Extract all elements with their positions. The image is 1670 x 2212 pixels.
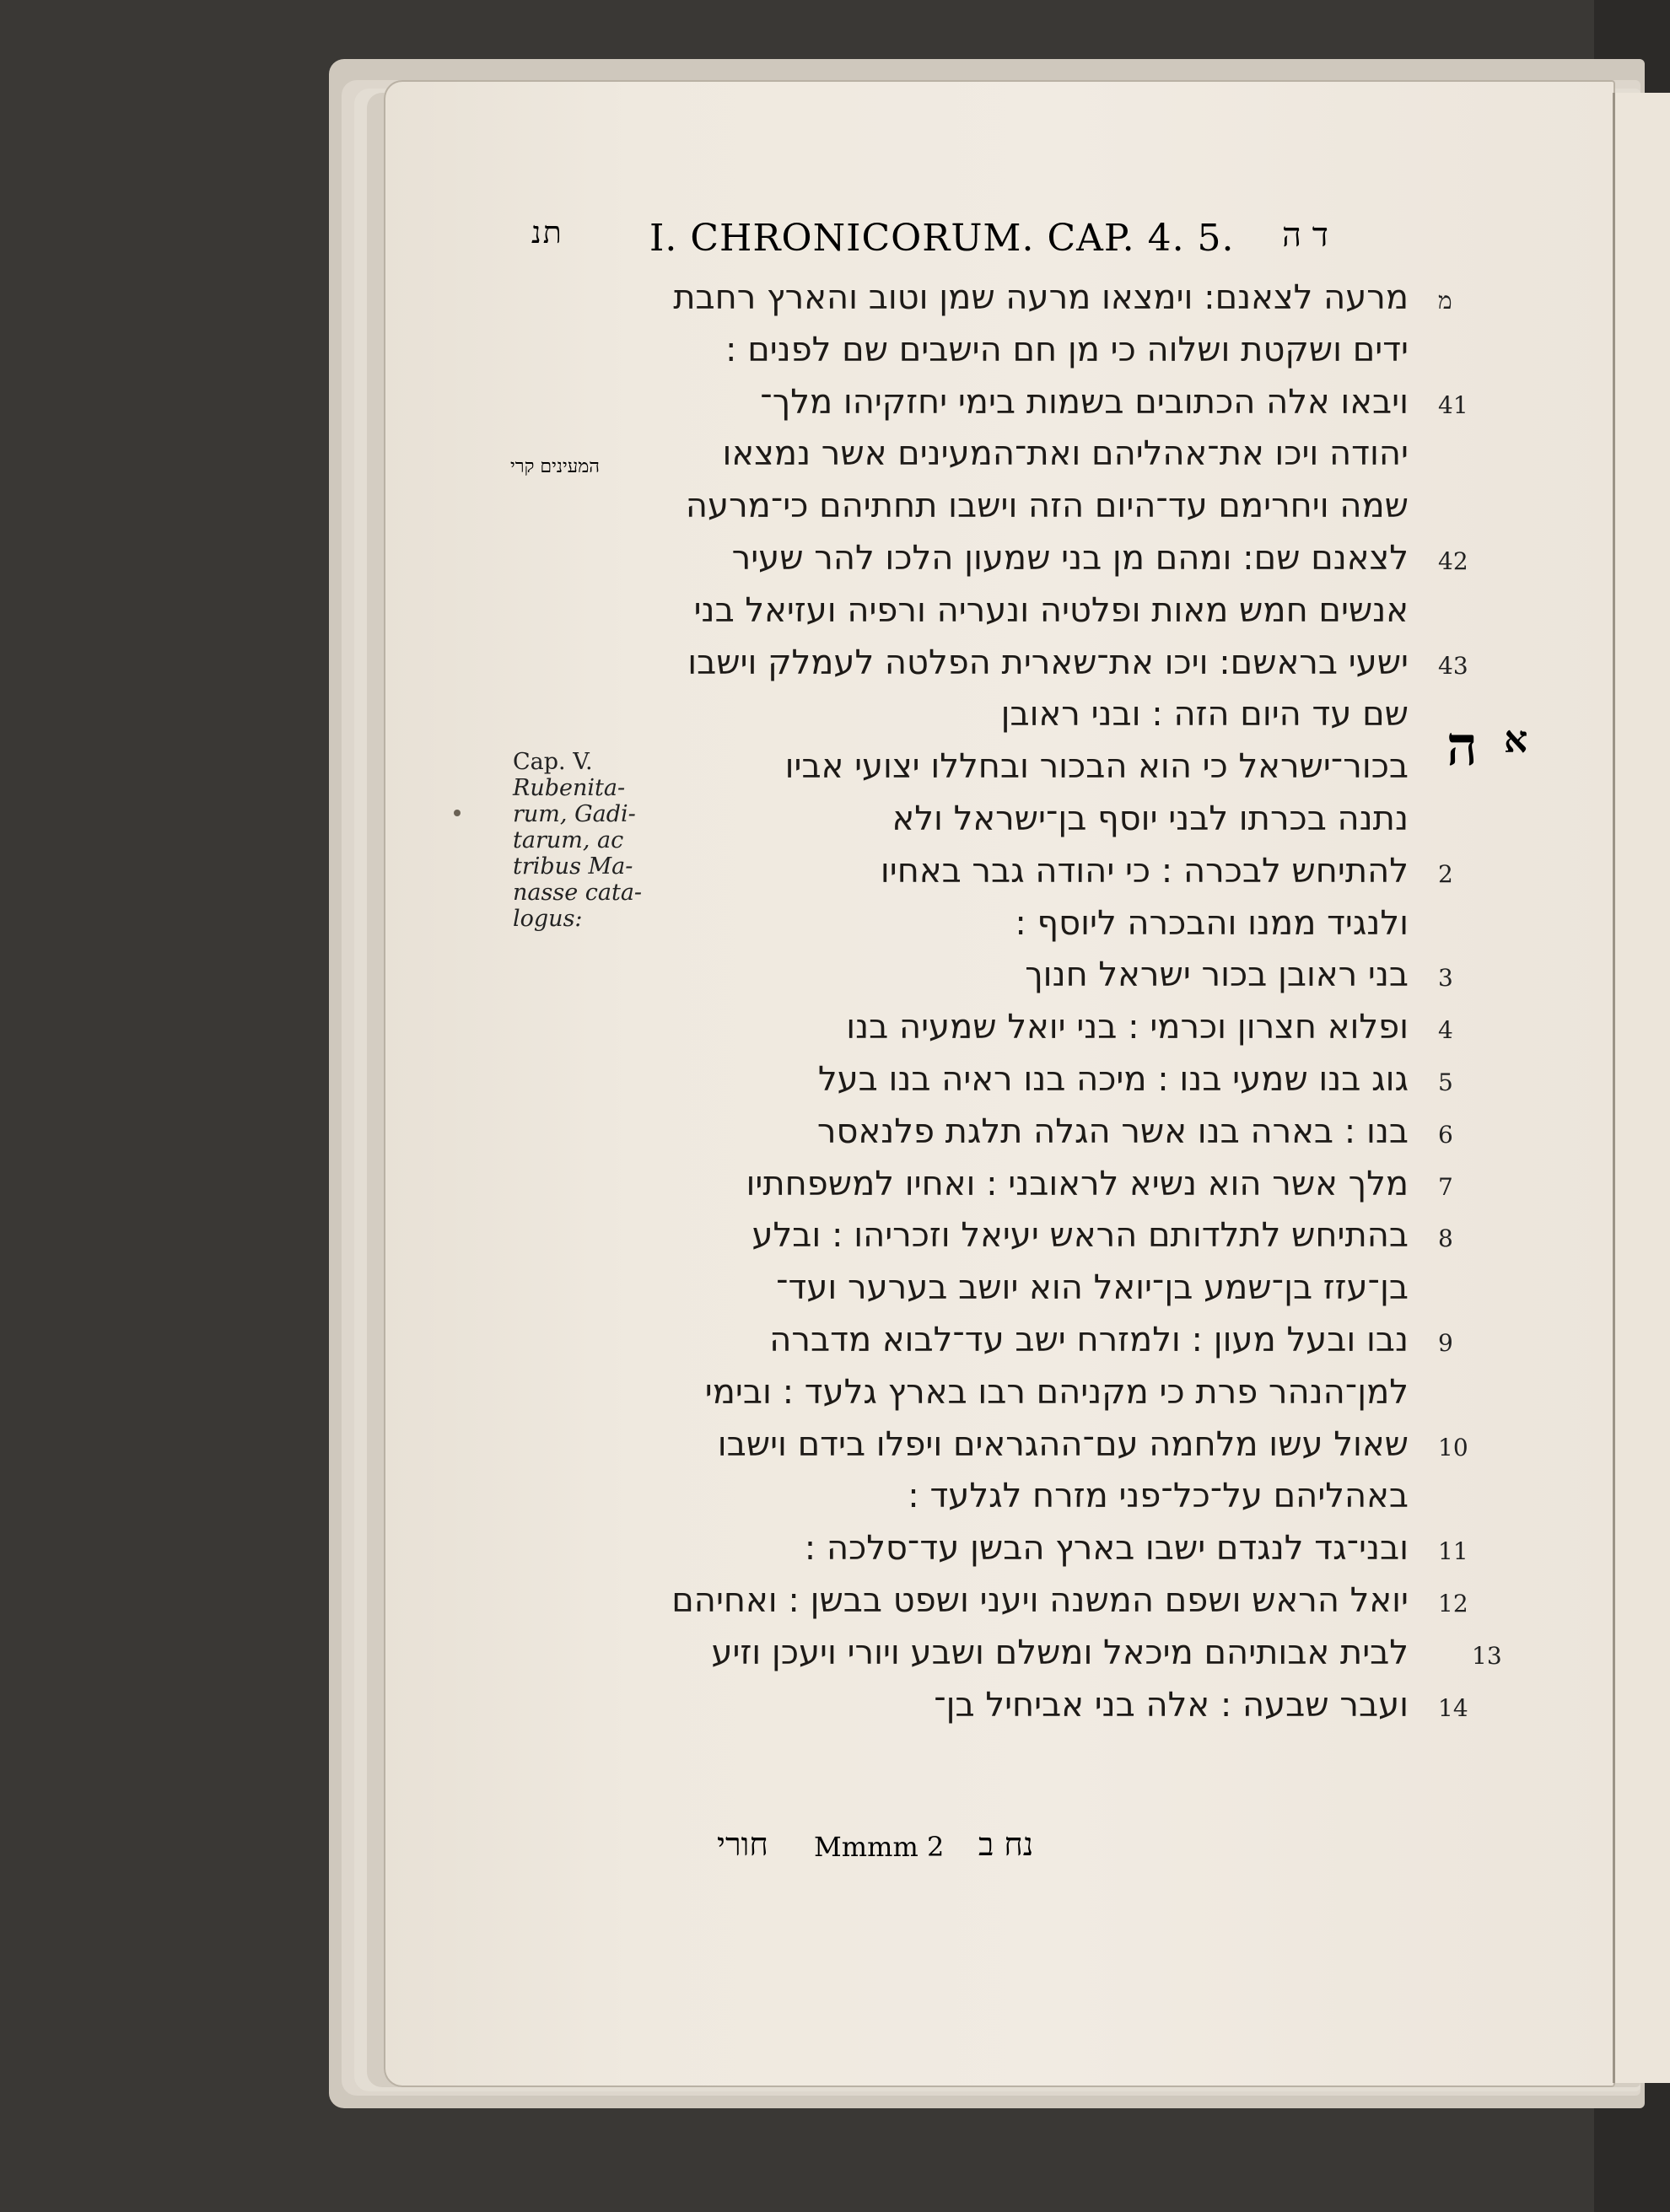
verse-number: 3 [1438, 964, 1453, 992]
verse-number: 4 [1438, 1016, 1453, 1044]
header-hebrew-chapters: ד ה [1282, 216, 1328, 255]
hebrew-line-text: יהודה ויכו את־אהליהם ואת־המעינים אשר נמצאו [722, 434, 1409, 473]
verse-number: 14 [1438, 1694, 1468, 1722]
hebrew-line-text: גוג בנו שמעי בנו : מיכה בנו ראיה בנו בעל [817, 1060, 1409, 1099]
hebrew-line-text: יואל הראש ושפם המשנה ויעני ושפט בבשן : ואחיהם [671, 1581, 1409, 1620]
text-line [0, 799, 1670, 852]
text-line [0, 1268, 1670, 1321]
text-line [0, 643, 1670, 696]
verse-number: 13 [1472, 1642, 1502, 1670]
hebrew-line-text: שמה ויחרימם עד־היום הזה וישבו תחתיהם כי־מרעה [685, 487, 1409, 525]
running-header [0, 215, 1670, 274]
text-line [0, 1477, 1670, 1529]
hebrew-line-text: בהתיחש לתלדותם הראש יעיאל וזכריהו : ובלע [752, 1216, 1409, 1255]
text-line [0, 1633, 1670, 1686]
margin-cap-label: Cap. V. [513, 749, 593, 775]
text-line [0, 1373, 1670, 1425]
text-line [0, 434, 1670, 487]
verse-number: 9 [1438, 1329, 1453, 1357]
text-line [0, 278, 1670, 331]
verse-number: 12 [1438, 1590, 1468, 1617]
hebrew-line-text: ועבר שבעה : אלה בני אביחיל בן־ [934, 1686, 1409, 1725]
hebrew-line-text: מלך אשר הוא נשיא לראובני : ואחיו למשפחתיו [746, 1165, 1409, 1203]
hebrew-line-text: באהליהם על־כל־פני מזרח לגלעד : [908, 1477, 1409, 1515]
hebrew-line-text: ובני־גד לנגדם ישבו בארץ הבשן עד־סלכה : [804, 1529, 1409, 1568]
verse-number: 8 [1438, 1224, 1453, 1252]
margin-line: tribus Ma- [513, 853, 633, 880]
hebrew-line-text: בני ראובן בכור ישראל חנוך [1025, 955, 1409, 994]
verse-number: 43 [1438, 652, 1468, 680]
hebrew-line-text: ישעי בראשם: ויכו את־שארית הפלטה לעמלק וישבו [687, 643, 1409, 682]
hebrew-line-text: נתנה בכרתו לבני יוסף בן־ישראל ולא [892, 799, 1409, 838]
hebrew-line-text: אנשים חמש מאות ופלטיה ונעריה ורפיה ועזיאל בני [693, 591, 1409, 630]
hebrew-line-text: ופלוא חצרון וכרמי : בני יואל שמעיה בנו [846, 1008, 1409, 1047]
text-line [0, 955, 1670, 1008]
hebrew-line-text: למן־הנהר פרת כי מקניהם רבו בארץ גלעד : ובימי [704, 1373, 1409, 1412]
text-line [0, 383, 1670, 435]
chapter-initial-letter: ה [1446, 715, 1478, 778]
hebrew-line-text: ידים ושקטת ושלוה כי מן חם הישבים שם לפנים : [725, 331, 1409, 369]
text-line [0, 747, 1670, 799]
verse-number: 7 [1438, 1173, 1453, 1201]
text-line [0, 1216, 1670, 1268]
catchword: חורי [717, 1826, 768, 1863]
hebrew-line-text: בן־עזז בן־שמע בן־יואל הוא יושב בערער ועד־ [776, 1268, 1409, 1307]
hebrew-line-text: שאול עשו מלחמה עם־ההגראים ויפלו בידם וישבו [717, 1425, 1409, 1464]
hebrew-line-text: בנו : בארה בנו אשר הגלה תלגת פלנאסר [816, 1112, 1409, 1151]
text-line [0, 1581, 1670, 1633]
text-line [0, 1165, 1670, 1217]
margin-line: Rubenita- [513, 775, 626, 801]
text-line [0, 1686, 1670, 1738]
text-line [0, 591, 1670, 643]
text-line [0, 1529, 1670, 1581]
hebrew-line-text: להתיחש לבכרה : כי יהודה גבר באחיו [880, 852, 1409, 891]
margin-line: tarum, ac [513, 827, 624, 853]
verse-number: 10 [1438, 1434, 1468, 1461]
chapter-ref: CAP. 4. 5. [1047, 217, 1235, 260]
header-hebrew-folio: תנ [531, 216, 563, 250]
qere-margin-note: המעינים קרי [510, 456, 600, 477]
verse-number: 42 [1438, 547, 1468, 575]
margin-line: rum, Gadi- [513, 801, 636, 827]
verse-number: 5 [1438, 1068, 1453, 1096]
text-line [0, 904, 1670, 956]
page-footer [0, 1826, 1670, 1876]
verse-number: 11 [1438, 1537, 1468, 1565]
verse-number: 41 [1438, 391, 1468, 419]
text-line [0, 1112, 1670, 1165]
header-title [649, 217, 1235, 260]
text-line [0, 487, 1670, 539]
margin-line: logus: [513, 906, 583, 932]
text-line [0, 1008, 1670, 1060]
hebrew-signature: נח ב [978, 1826, 1034, 1863]
hebrew-line-text: שם עד היום הזה : ובני ראובן [1000, 695, 1409, 734]
text-line [0, 331, 1670, 383]
text-line [0, 695, 1670, 747]
text-line [0, 539, 1670, 591]
hebrew-line-text: לצאנם שם: ומהם מן בני שמעון הלכו להר שעיר [731, 539, 1409, 578]
hebrew-line-text: ויבאו אלה הכתובים בשמות בימי יחזקיהו מלך־ [760, 383, 1409, 422]
hebrew-line-text: ולנגיד ממנו והבכרה ליוסף : [1015, 904, 1409, 943]
margin-line: nasse cata- [513, 880, 643, 906]
signature-mark: Mmmm 2 [814, 1831, 945, 1863]
text-line [0, 1321, 1670, 1373]
verse-number: 2 [1438, 860, 1453, 888]
text-line [0, 852, 1670, 904]
verse-number: 6 [1438, 1121, 1453, 1149]
text-line [0, 1060, 1670, 1112]
hebrew-line-text: לבית אבותיהם מיכאל ומשלם ושבע ויורי ויעכן וזיע [711, 1633, 1409, 1672]
hebrew-line-text: בכור־ישראל כי הוא הבכור ובחללו יצועי אביו [784, 747, 1409, 786]
chapter-verse-alef: א [1504, 718, 1528, 762]
text-line [0, 1425, 1670, 1477]
hebrew-line-text: נבו ובעל מעון : ולמזרח ישב עד־לבוא מדברה [769, 1321, 1409, 1359]
verse-number: מ [1438, 287, 1452, 315]
hebrew-line-text: מרעה לצאנם: וימצאו מרעה שמן וטוב והארץ רחבת [673, 278, 1409, 317]
book-title: I. CHRONICORUM. [649, 217, 1035, 260]
